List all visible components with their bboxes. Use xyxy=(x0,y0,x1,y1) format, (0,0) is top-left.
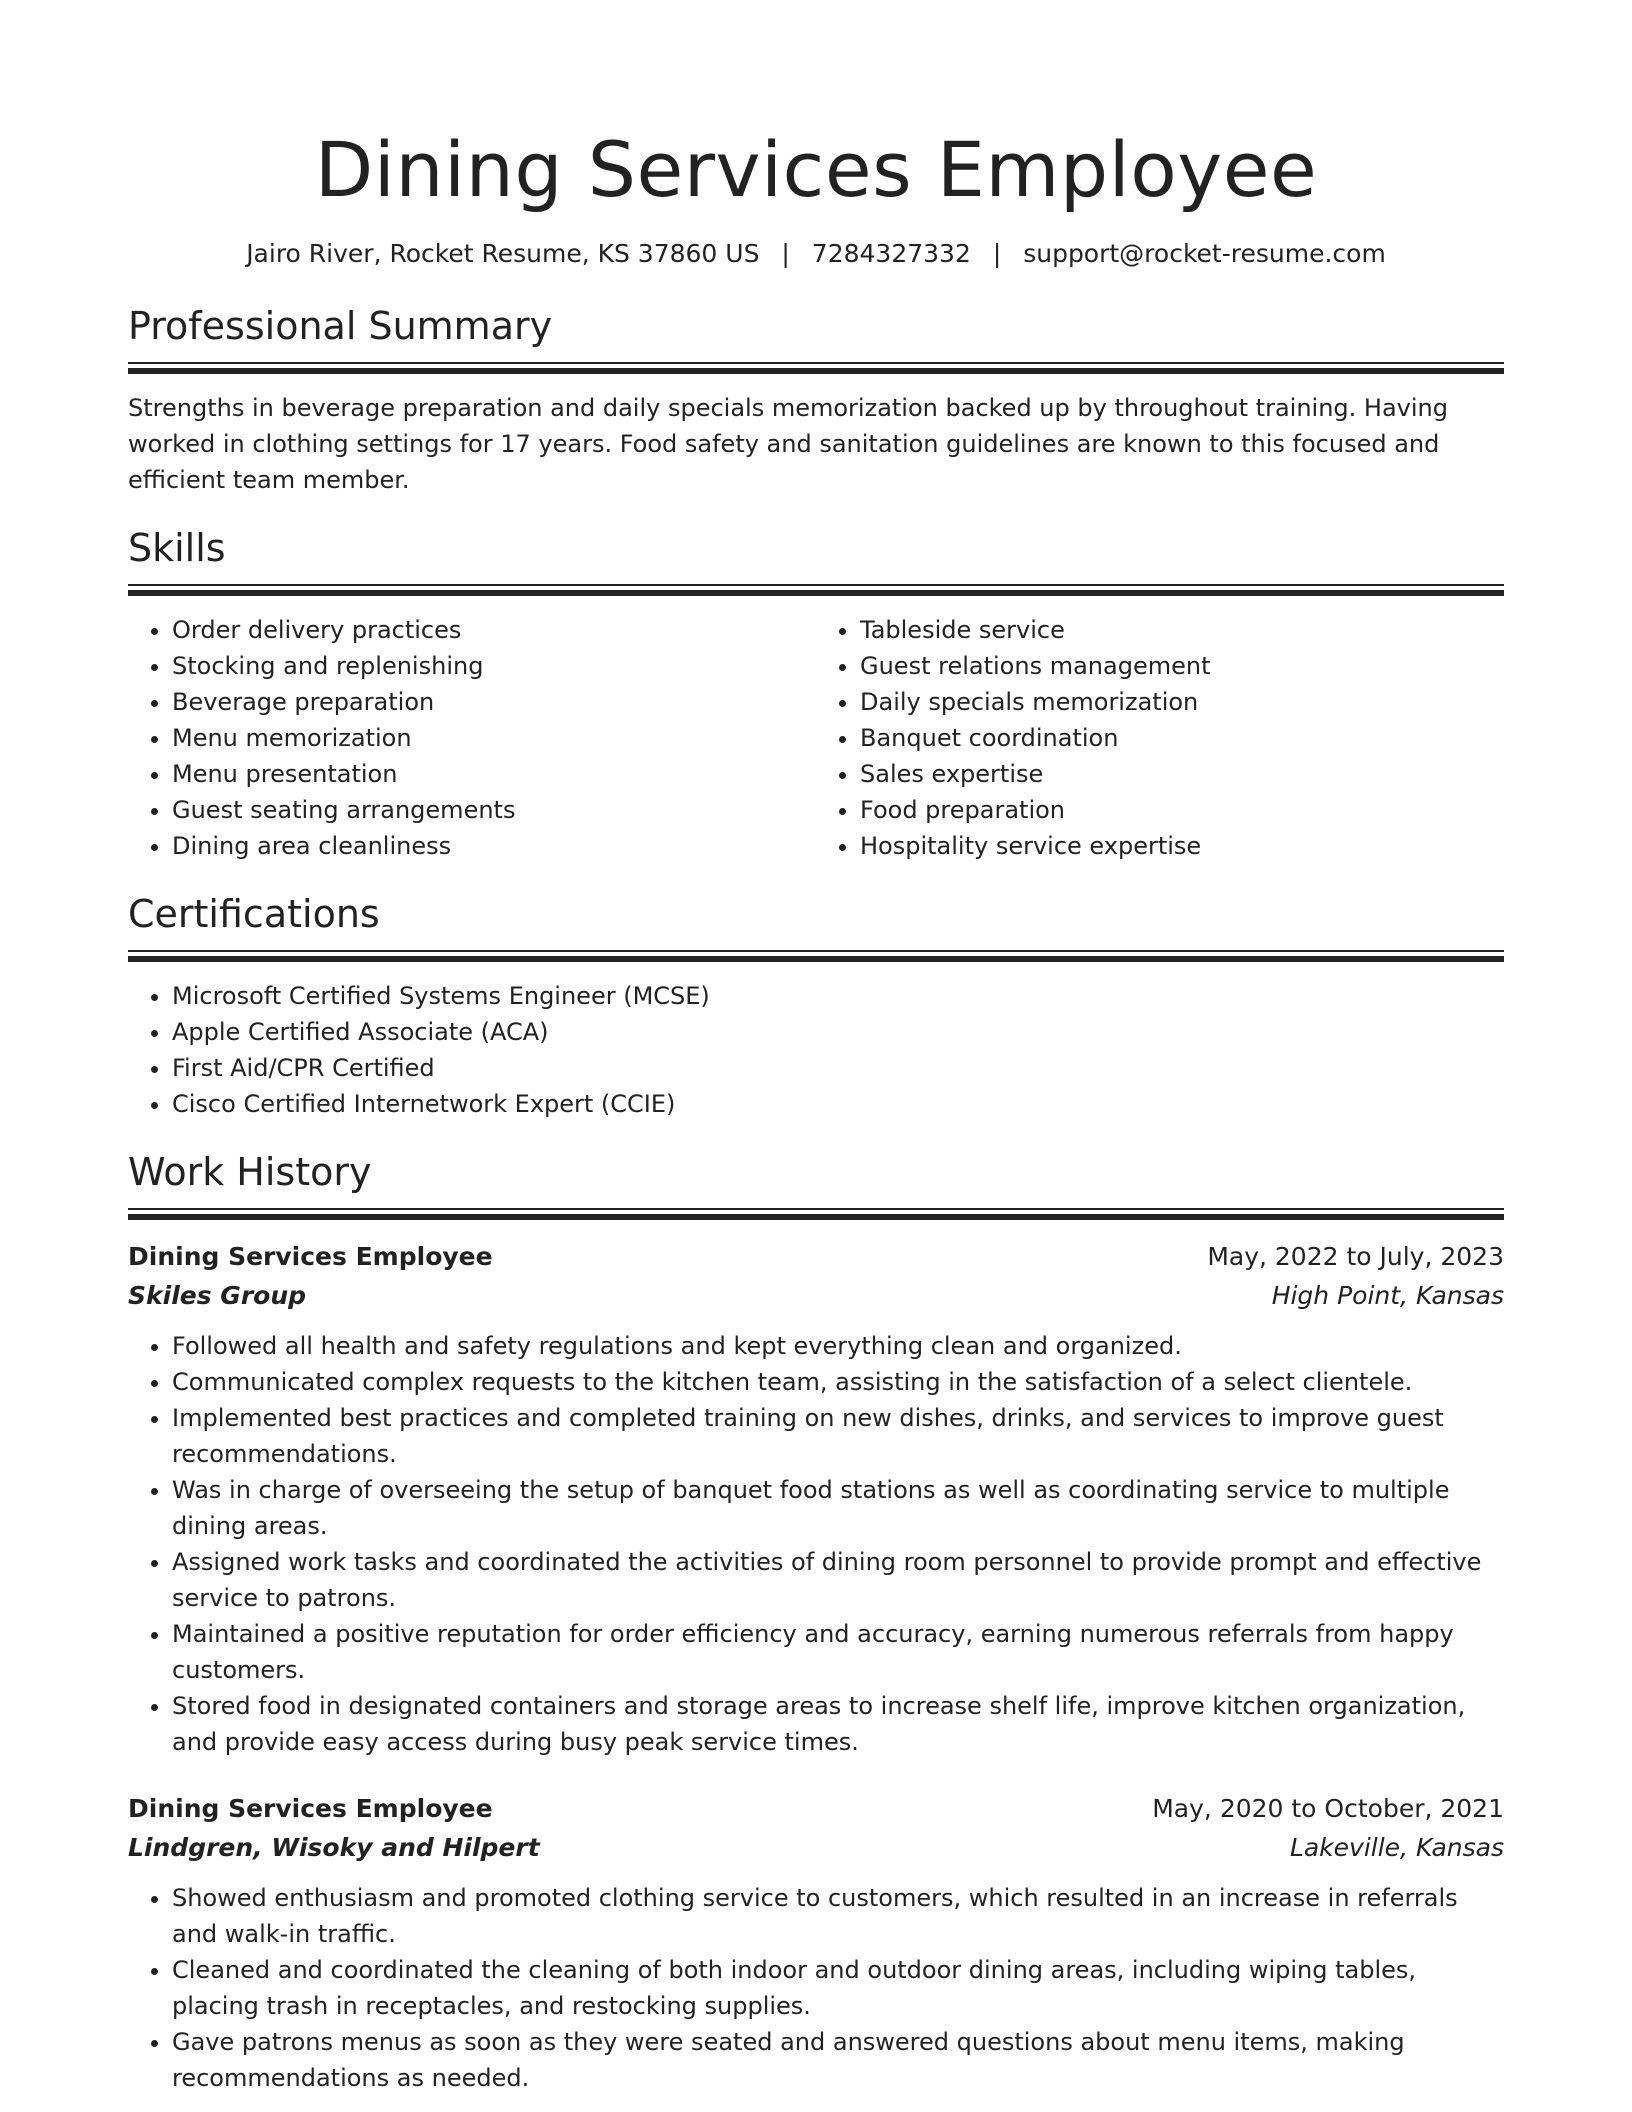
certifications-list xyxy=(128,978,1504,1122)
job-entry xyxy=(128,1238,1504,1760)
skill-item: • Dining area cleanliness xyxy=(172,828,816,864)
resume-name: Dining Services Employee xyxy=(314,125,1318,214)
certification-item: • Apple Certified Associate (ACA) xyxy=(172,1014,1504,1050)
job-bullet: • Showed enthusiasm and promoted clothing service to customers, which resulted in an increase in referrals and walk-in traffic. xyxy=(172,1880,1504,1952)
section-divider xyxy=(128,362,1504,374)
job-bullet: • Maintained a positive reputation for order efficiency and accuracy, earning numerous referrals from happy customers. xyxy=(172,1616,1504,1688)
job-bullets xyxy=(128,1328,1504,1760)
section-divider xyxy=(128,1208,1504,1220)
summary-section xyxy=(128,302,1504,498)
skill-item: • Hospitality service expertise xyxy=(860,828,1504,864)
section-title-summary: Professional Summary xyxy=(128,304,553,348)
job-dates: May, 2022 to July, 2023 xyxy=(1207,1242,1504,1271)
skill-item: • Food preparation xyxy=(860,792,1504,828)
job-company: Lindgren, Wisoky and Hilpert xyxy=(128,1833,540,1862)
job-company: Skiles Group xyxy=(128,1281,307,1310)
skill-item: • Menu presentation xyxy=(172,756,816,792)
job-bullet: • Was in charge of overseeing the setup of banquet food stations as well as coordinating service to multiple dining areas. xyxy=(172,1472,1504,1544)
job-dates: May, 2020 to October, 2021 xyxy=(1152,1794,1504,1823)
skills-list-left xyxy=(128,612,816,864)
skill-item: • Tableside service xyxy=(860,612,1504,648)
skill-item: • Daily specials memorization xyxy=(860,684,1504,720)
section-divider xyxy=(128,950,1504,962)
job-location: High Point, Kansas xyxy=(1271,1281,1504,1310)
contact-email: support@rocket-resume.com xyxy=(1023,239,1386,268)
skills-section xyxy=(128,524,1504,864)
skill-item: • Beverage preparation xyxy=(172,684,816,720)
job-title: Dining Services Employee xyxy=(128,1242,493,1271)
work-history-section xyxy=(128,1148,1504,2096)
certifications-section xyxy=(128,890,1504,1122)
skill-item: • Sales expertise xyxy=(860,756,1504,792)
section-divider xyxy=(128,584,1504,596)
certification-item: • Microsoft Certified Systems Engineer (MCSE) xyxy=(172,978,1504,1014)
job-subheader xyxy=(128,1276,1504,1316)
skills-grid xyxy=(128,596,1504,864)
job-title: Dining Services Employee xyxy=(128,1794,493,1823)
section-title-skills: Skills xyxy=(128,526,226,570)
skill-item: • Stocking and replenishing xyxy=(172,648,816,684)
job-bullet: • Implemented best practices and completed training on new dishes, drinks, and services to improve guest recommendations. xyxy=(172,1400,1504,1472)
job-bullet: • Stored food in designated containers and storage areas to increase shelf life, improve kitchen organization, and provide easy access during busy peak service times. xyxy=(172,1688,1504,1760)
job-subheader xyxy=(128,1828,1504,1868)
section-title-certifications: Certifications xyxy=(128,892,380,936)
job-header xyxy=(128,1238,1504,1276)
job-header xyxy=(128,1790,1504,1828)
job-bullet: • Communicated complex requests to the kitchen team, assisting in the satisfaction of a select clientele. xyxy=(172,1364,1504,1400)
skill-item: • Guest seating arrangements xyxy=(172,792,816,828)
certification-item: • Cisco Certified Internetwork Expert (CCIE) xyxy=(172,1086,1504,1122)
job-location: Lakeville, Kansas xyxy=(1289,1833,1504,1862)
skill-item: • Banquet coordination xyxy=(860,720,1504,756)
contact-address: Jairo River, Rocket Resume, KS 37860 US xyxy=(246,239,760,268)
job-bullet: • Followed all health and safety regulations and kept everything clean and organized. xyxy=(172,1328,1504,1364)
summary-text: Strengths in beverage preparation and daily specials memorization backed up by throughout training. Having worked in clothing settings for 17 years. Food safety and sanitation guidelines are known to this focused and efficient team member. xyxy=(128,394,1448,494)
skill-item: • Order delivery practices xyxy=(172,612,816,648)
skill-item: • Menu memorization xyxy=(172,720,816,756)
job-entry xyxy=(128,1790,1504,2096)
contact-separator: | xyxy=(781,239,790,268)
job-bullet: • Cleaned and coordinated the cleaning of both indoor and outdoor dining areas, including wiping tables, placing trash in receptacles, and restocking supplies. xyxy=(172,1952,1504,2024)
job-bullet: • Gave patrons menus as soon as they were seated and answered questions about menu items, making recommendations as needed. xyxy=(172,2024,1504,2096)
contact-phone: 7284327332 xyxy=(811,239,971,268)
skills-list-right xyxy=(816,612,1504,864)
skill-item: • Guest relations management xyxy=(860,648,1504,684)
job-bullets xyxy=(128,1880,1504,2096)
job-bullet: • Assigned work tasks and coordinated the activities of dining room personnel to provide prompt and effective service to patrons. xyxy=(172,1544,1504,1616)
contact-line xyxy=(128,236,1504,272)
section-title-work-history: Work History xyxy=(128,1150,372,1194)
certification-item: • First Aid/CPR Certified xyxy=(172,1050,1504,1086)
contact-separator: | xyxy=(992,239,1002,268)
